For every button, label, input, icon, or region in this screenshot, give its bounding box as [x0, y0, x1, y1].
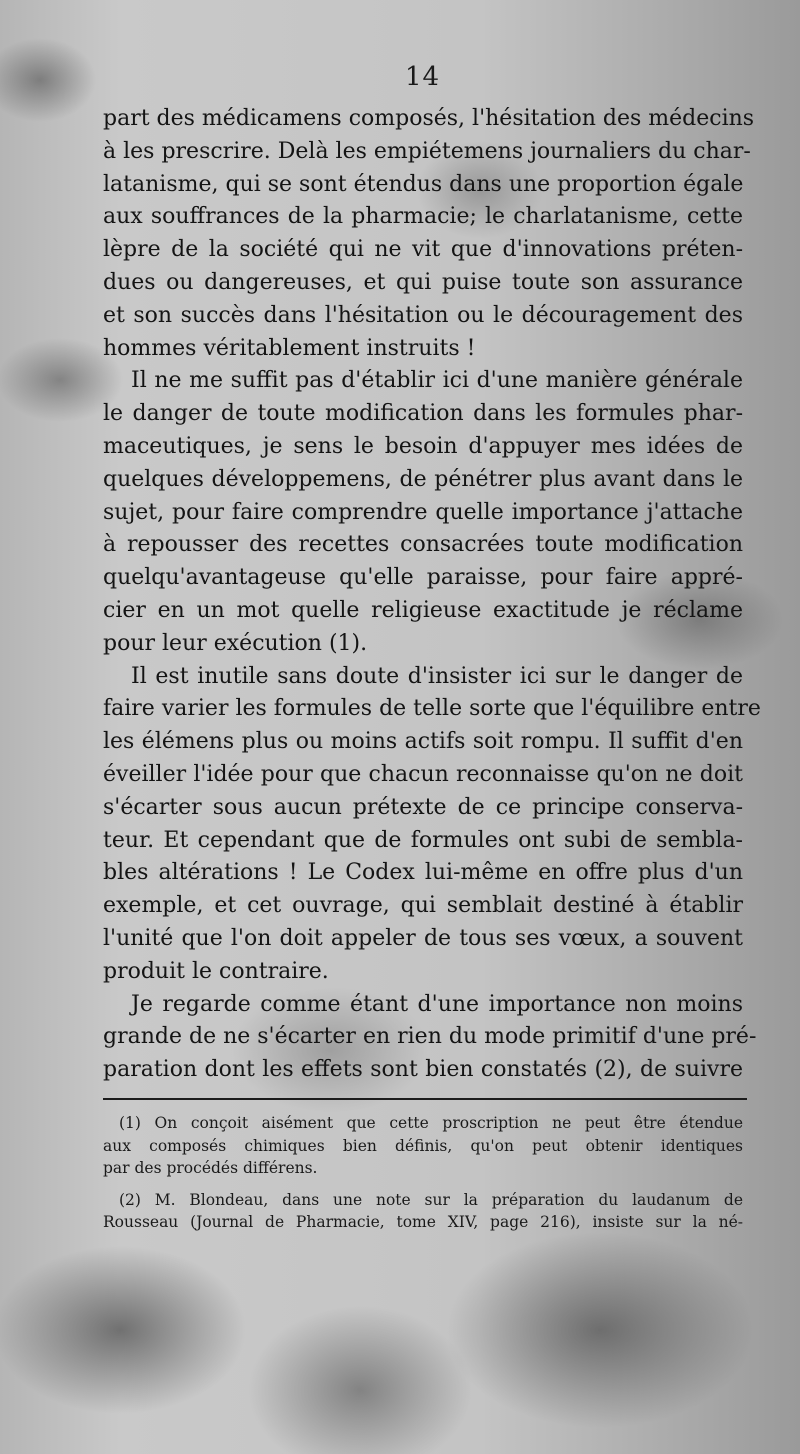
paragraph: [103, 989, 757, 1087]
text-line: à les prescrire. Delà les empiétemens journaliers du char-: [103, 138, 751, 164]
text-line: l'unité que l'on doit appeler de tous ses vœux, a souvent: [103, 925, 743, 951]
text-line: hommes véritablement instruits !: [103, 335, 476, 361]
footnote: [103, 1112, 743, 1180]
footnote-line: Rousseau (Journal de Pharmacie, tome XIV, page 216), insiste sur la né-: [103, 1213, 743, 1231]
text-line: cier en un mot quelle religieuse exactitude je réclame: [103, 597, 743, 623]
text-line: produit le contraire.: [103, 958, 329, 984]
text-line: les élémens plus ou moins actifs soit rompu. Il suffit d'en: [103, 729, 743, 755]
text-line: part des médicamens composés, l'hésitation des médecins: [103, 106, 755, 131]
text-line: quelques développemens, de pénétrer plus avant dans le: [103, 466, 743, 492]
text-line: teur. Et cependant que de formules ont subi de sembla-: [103, 827, 743, 853]
footnotes: [103, 1112, 743, 1243]
text-line: exemple, et cet ouvrage, qui semblait destiné à établir: [103, 893, 743, 919]
paragraph: [103, 365, 743, 660]
text-line: Il ne me suffit pas d'établir ici d'une manière générale: [131, 368, 743, 394]
footnote-line: (1) On conçoit aisément que cette proscription ne peut être étendue: [119, 1114, 743, 1132]
text-line: éveiller l'idée pour que chacun reconnaisse qu'on ne doit: [103, 761, 743, 787]
footnote: [103, 1189, 743, 1234]
text-line: paration dont les effets sont bien constatés (2), de suivre: [103, 1057, 743, 1083]
text-line: maceutiques, je sens le besoin d'appuyer mes idées de: [103, 433, 743, 459]
text-line: latanisme, qui se sont étendus dans une proportion égale: [103, 171, 744, 197]
text-line: pour leur exécution (1).: [103, 630, 368, 656]
text-line: Je regarde comme étant d'une importance non moins: [131, 991, 743, 1017]
footnote-line: par des procédés différens.: [103, 1159, 318, 1177]
text-line: s'écarter sous aucun prétexte de ce principe conserva-: [103, 794, 743, 820]
text-line: aux souffrances de la pharmacie; le charlatanisme, cette: [103, 204, 743, 230]
paragraph: [103, 103, 755, 365]
text-line: quelqu'avantageuse qu'elle paraisse, pour faire appré-: [103, 565, 743, 591]
footnote-line: (2) M. Blondeau, dans une note sur la préparation du laudanum de: [119, 1190, 743, 1209]
paragraph: [103, 661, 761, 989]
footnote-line: aux composés chimiques bien définis, qu'on peut obtenir identiques: [103, 1136, 743, 1155]
text-line: grande de ne s'écarter en rien du mode primitif d'une pré-: [103, 1024, 757, 1050]
text-line: dues ou dangereuses, et qui puise toute son assurance: [103, 269, 743, 295]
page-number: 14: [405, 62, 441, 92]
text-line: Il est inutile sans doute d'insister ici sur le danger de: [131, 663, 743, 689]
footnote-divider: [103, 1098, 747, 1100]
text-line: bles altérations ! Le Codex lui-même en offre plus d'un: [103, 860, 743, 886]
text-line: à repousser des recettes consacrées toute modification: [103, 532, 743, 558]
body-text: [103, 103, 761, 1087]
text-line: le danger de toute modification dans les formules phar-: [103, 401, 743, 427]
text-line: faire varier les formules de telle sorte que l'équilibre entre: [103, 696, 761, 722]
text-line: et son succès dans l'hésitation ou le découragement des: [103, 302, 743, 328]
text-line: lèpre de la société qui ne vit que d'innovations préten-: [103, 237, 743, 263]
text-line: sujet, pour faire comprendre quelle importance j'attache: [103, 499, 743, 525]
